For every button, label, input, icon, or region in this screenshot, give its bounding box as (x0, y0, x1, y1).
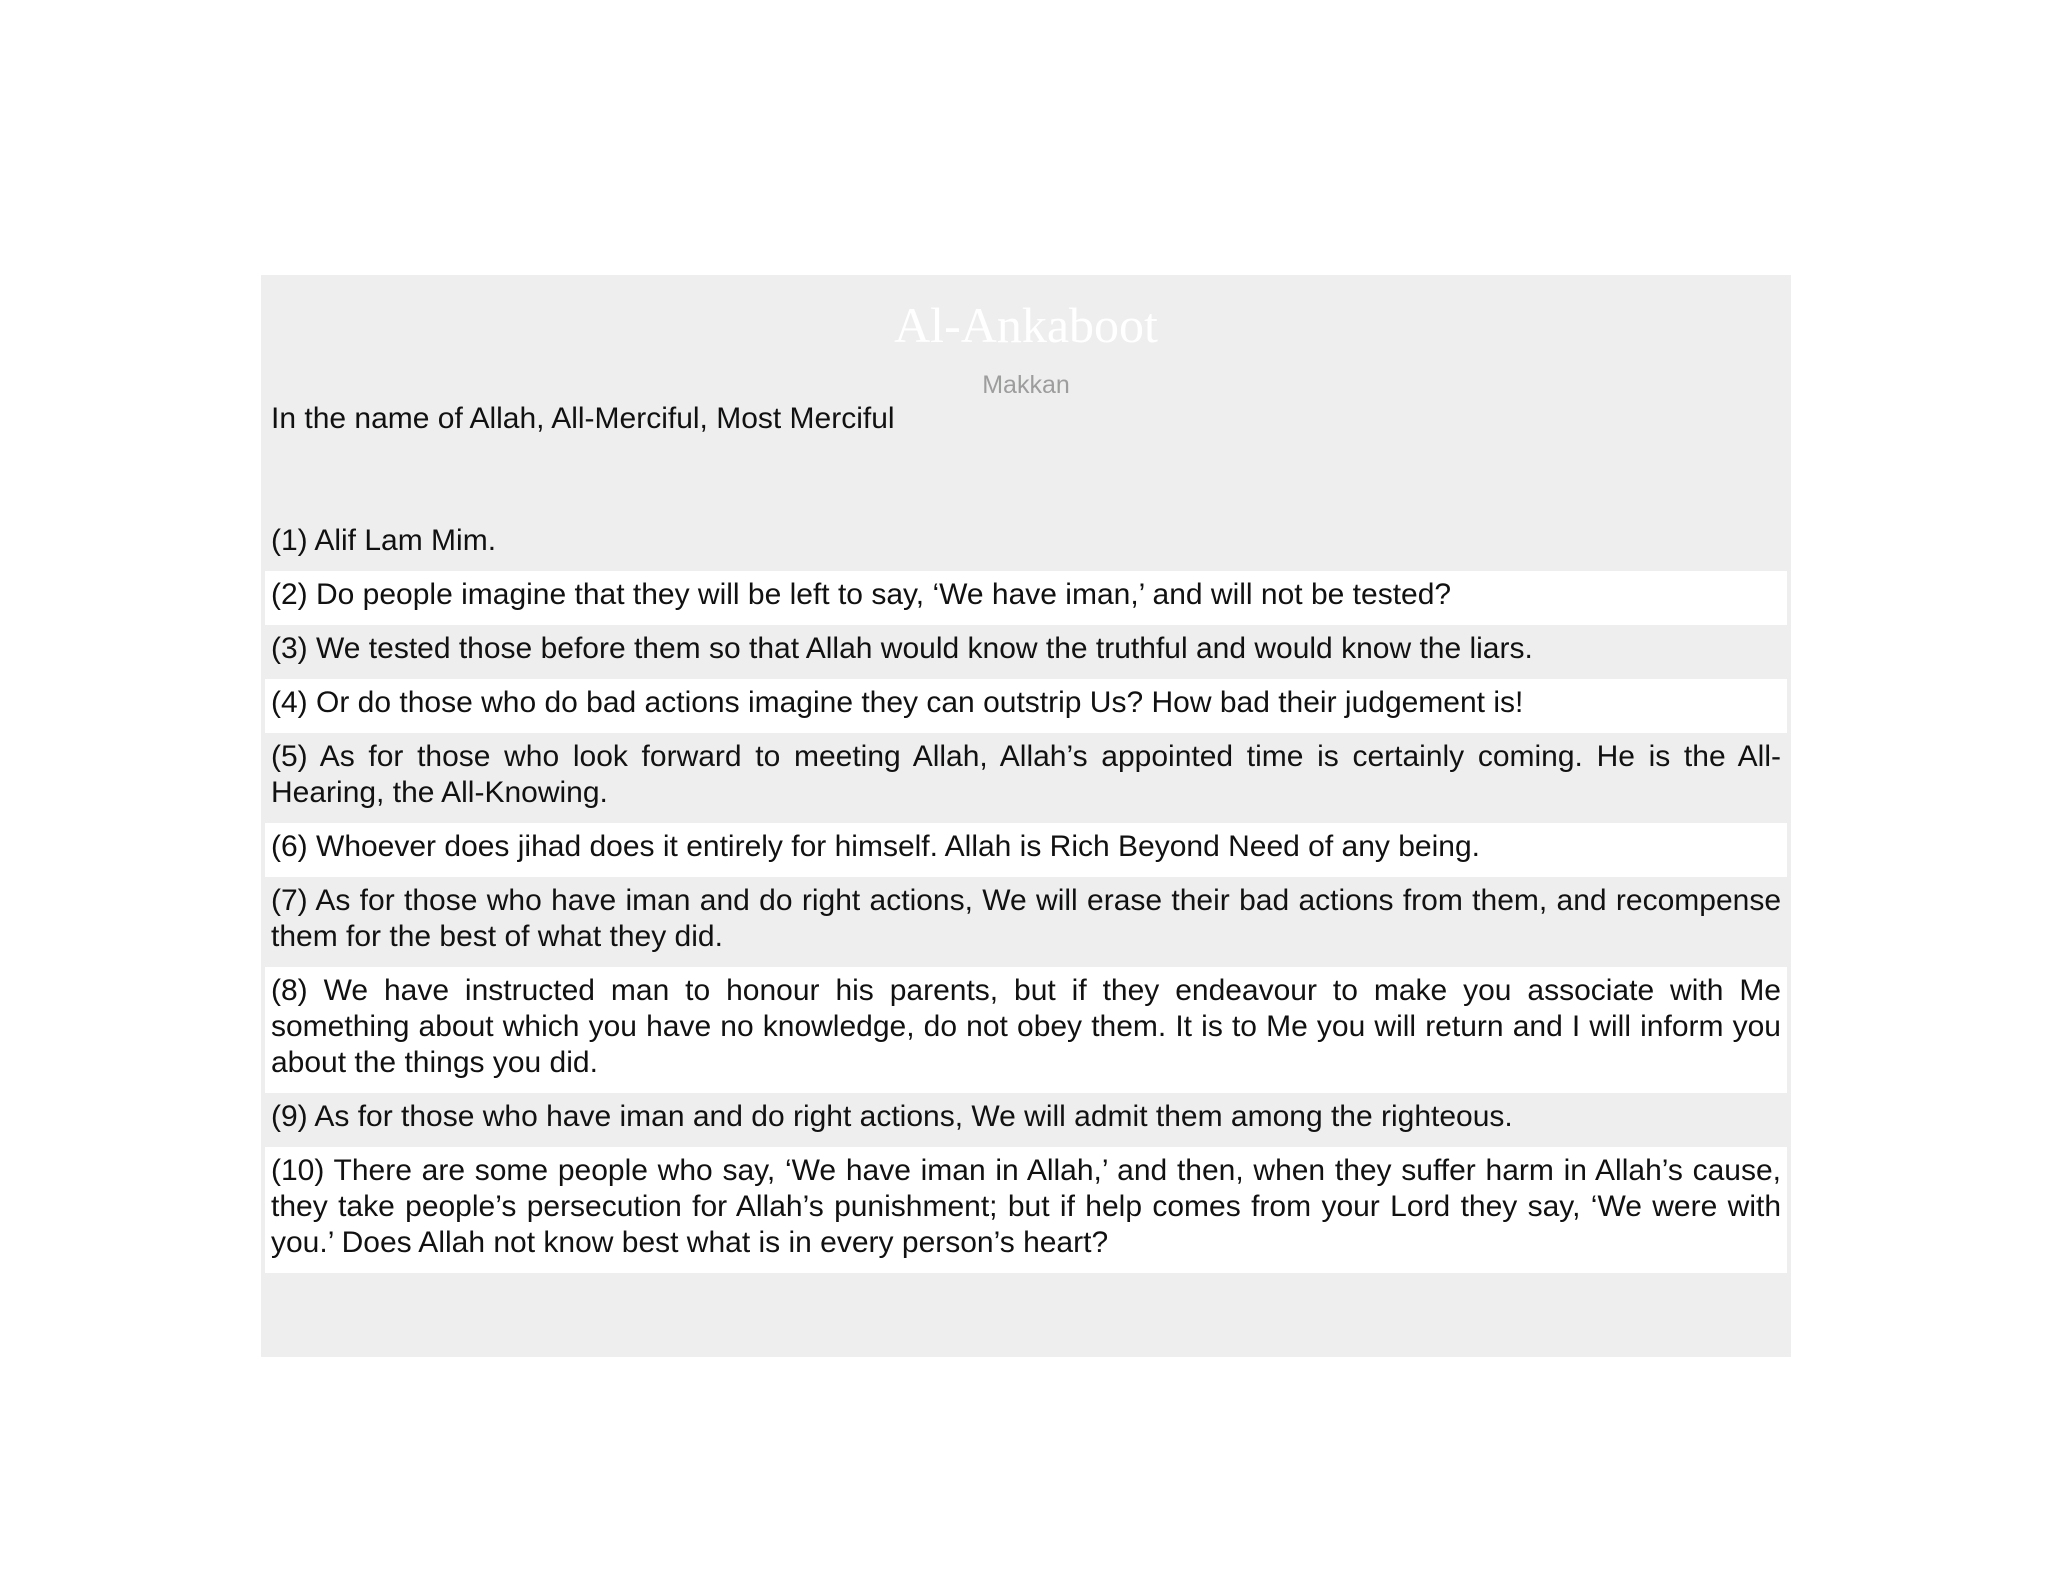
verse-1: (1) Alif Lam Mim. (271, 524, 497, 557)
surah-title: Al-Ankaboot (894, 297, 1158, 353)
verse-8: (8) We have instructed man to honour his parents, but if they endeavour to make you associate with Me something about which you have no knowledge, do not obey them. It is to Me you will return and I will inform you about the things you did. (265, 967, 1787, 1093)
verse-4: (4) Or do those who do bad actions imagine they can outstrip Us? How bad their judgement is! (265, 679, 1787, 733)
verse-10: (10) There are some people who say, ‘We have iman in Allah,’ and then, when they suffer harm in Allah’s cause, they take people’s persecution for Allah’s punishment; but if help comes from your Lord they say, ‘We were with you.’ Does Allah not know best what is in every person’s heart? (265, 1147, 1787, 1273)
verse-list (265, 517, 1787, 1273)
verse-2: (2) Do people imagine that they will be left to say, ‘We have iman,’ and will not be tested? (265, 571, 1787, 625)
verse-9: (9) As for those who have iman and do right actions, We will admit them among the righteous. (271, 1100, 1513, 1133)
basmala: In the name of Allah, All-Merciful, Most Merciful (271, 402, 895, 435)
verse-7: (7) As for those who have iman and do right actions, We will erase their bad actions from them, and recompense them for the best of what they did. (271, 884, 1781, 953)
surah-panel (261, 275, 1791, 1357)
verse-6: (6) Whoever does jihad does it entirely for himself. Allah is Rich Beyond Need of any being. (265, 823, 1787, 877)
surah-type: Makkan (982, 371, 1070, 399)
verse-3: (3) We tested those before them so that Allah would know the truthful and would know the liars. (271, 632, 1533, 665)
verse-5: (5) As for those who look forward to meeting Allah, Allah’s appointed time is certainly coming. He is the All-Hearing, the All-Knowing. (271, 740, 1781, 809)
